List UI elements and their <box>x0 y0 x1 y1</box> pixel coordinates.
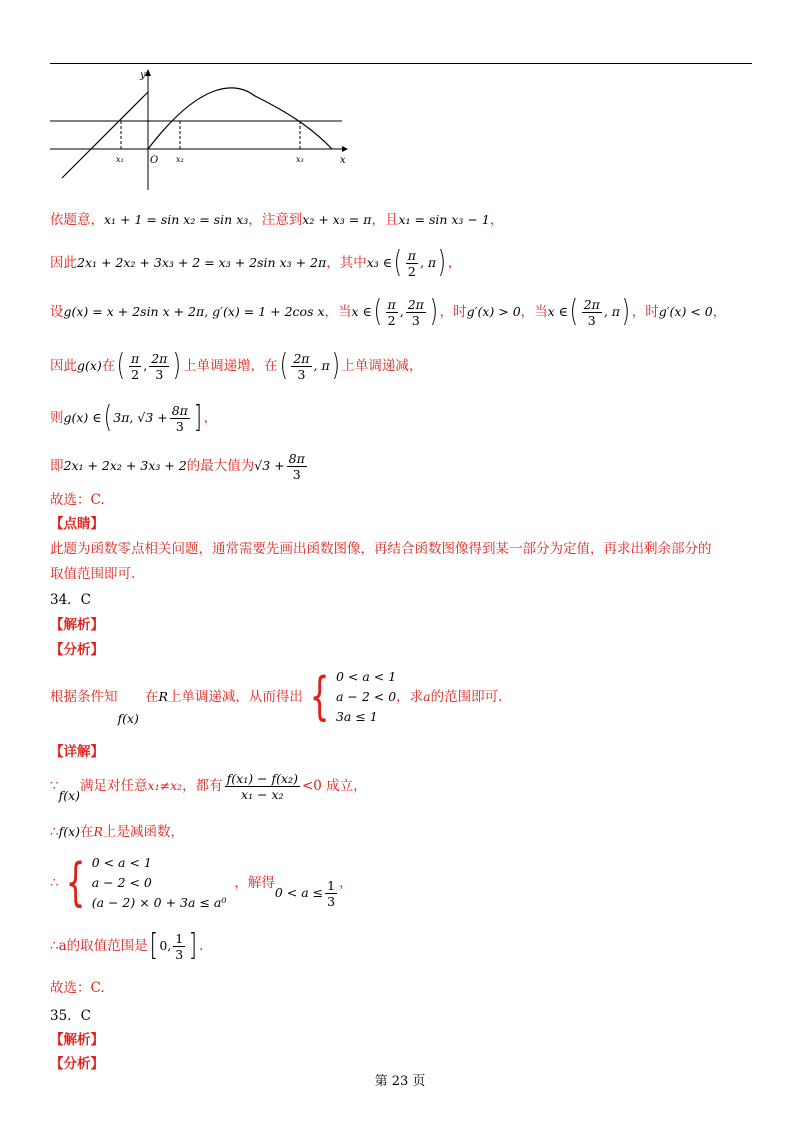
dianjing-text-1: 此题为函数零点相关问题，通常需要先画出函数图像，再结合函数图像得到某一部分为定值，再求出剩余部分的 <box>50 541 712 557</box>
x2-label: x₂ <box>176 155 184 164</box>
function-graph <box>50 66 350 196</box>
answer-34: 故选：C. <box>50 980 105 996</box>
section-dianjing: 【点睛】 <box>50 516 104 532</box>
question-34-answer: 34．C <box>50 592 92 608</box>
section-xiangjie-34: 【详解】 <box>50 744 104 760</box>
solution-line-6: 即 2x₁ + 2x₂ + 3x₃ + 2 的最大值为 √3 + $\frac{8\pi}{3}$ <box>50 450 305 482</box>
linear-piece <box>62 92 148 178</box>
solution-line-4: 因此 g(x) 在 ( $\frac{\pi}{2}$ , $\frac{2\pi}{3}$ ) 上单调递增，在 ( $\frac{2\pi}{3}$ , π ) 上单调递减， <box>50 348 423 383</box>
dianjing-text-2: 取值范围即可. <box>50 566 136 582</box>
origin-label: O <box>150 155 159 166</box>
section-fenxi-35: 【分析】 <box>50 1056 104 1072</box>
x-label: x <box>340 155 346 166</box>
x-axis-arrow <box>342 146 348 152</box>
solution-line-3: 设 g(x) = x + 2sin x + 2π, g′(x) = 1 + 2cos x ，当 x ∈ ( $\frac{\pi}{2}$ , $\frac{2\pi}{3}$ ) ，时 g′(x) > 0 ，当 x ∈ ( $\frac{2\pi}{3}$ , π ) ，时 g′(x) < 0 ， <box>50 294 727 329</box>
solution-line-1: 依题意，x₁ + 1 = sin x₂ = sin x₃，注意到x₂ + x₃ = π，且x₁ = sin x₃ − 1， <box>50 212 504 228</box>
detail-34-line-2: ∴f(x)在R上是减函数， <box>50 824 184 840</box>
page-number: 第 23 页 <box>374 1074 426 1089</box>
section-jiexi-35: 【解析】 <box>50 1032 104 1048</box>
solution-line-2: 因此 2x₁ + 2x₂ + 3x₃ + 2 = x₃ + 2sin x₃ + 2π ，其中 x₃ ∈ ( $\frac{\pi}{2}$ , π ) ， <box>50 245 462 280</box>
section-jiexi-34: 【解析】 <box>50 617 104 633</box>
sine-piece <box>148 88 332 149</box>
question-35-answer: 35．C <box>50 1008 92 1024</box>
x3-label: x₃ <box>296 155 304 164</box>
x1-label: x₁ <box>116 155 124 164</box>
detail-34-line-1: ∵ f(x) 满足对任意 x₁≠x₂ ，都有 $\frac{\text{f(x₁) − f(x₂)}}{\text{x₁ − x₂}}$ <0 成立， <box>50 770 367 803</box>
analysis-34: 根据条件知 f(x) 在 R 上单调递减，从而得出 { 0 < a < 1 a − 2 < 0 3a ≤ 1 ，求 a 的范围即可. <box>50 667 503 727</box>
detail-34-line-4: ∴a 的取值范围是 [ 0, $\frac{1}{3}$ ] . <box>50 928 204 963</box>
solution-line-5: 则 g(x) ∈ ( 3π, √3 + $\frac{8\pi}{3}$ ] ， <box>50 400 218 435</box>
solution-answer: 故选：C. <box>50 492 105 508</box>
section-fenxi-34: 【分析】 <box>50 642 104 658</box>
header-rule <box>50 63 752 64</box>
detail-34-line-3: ∴ { 0 < a < 1 a − 2 < 0 (a − 2) × 0 + 3a ≤ a⁰ ，解得 0 < a ≤ $\frac{1}{3}$ ， <box>50 853 353 913</box>
y-axis-arrow <box>145 69 151 76</box>
y-label: y <box>140 70 146 81</box>
